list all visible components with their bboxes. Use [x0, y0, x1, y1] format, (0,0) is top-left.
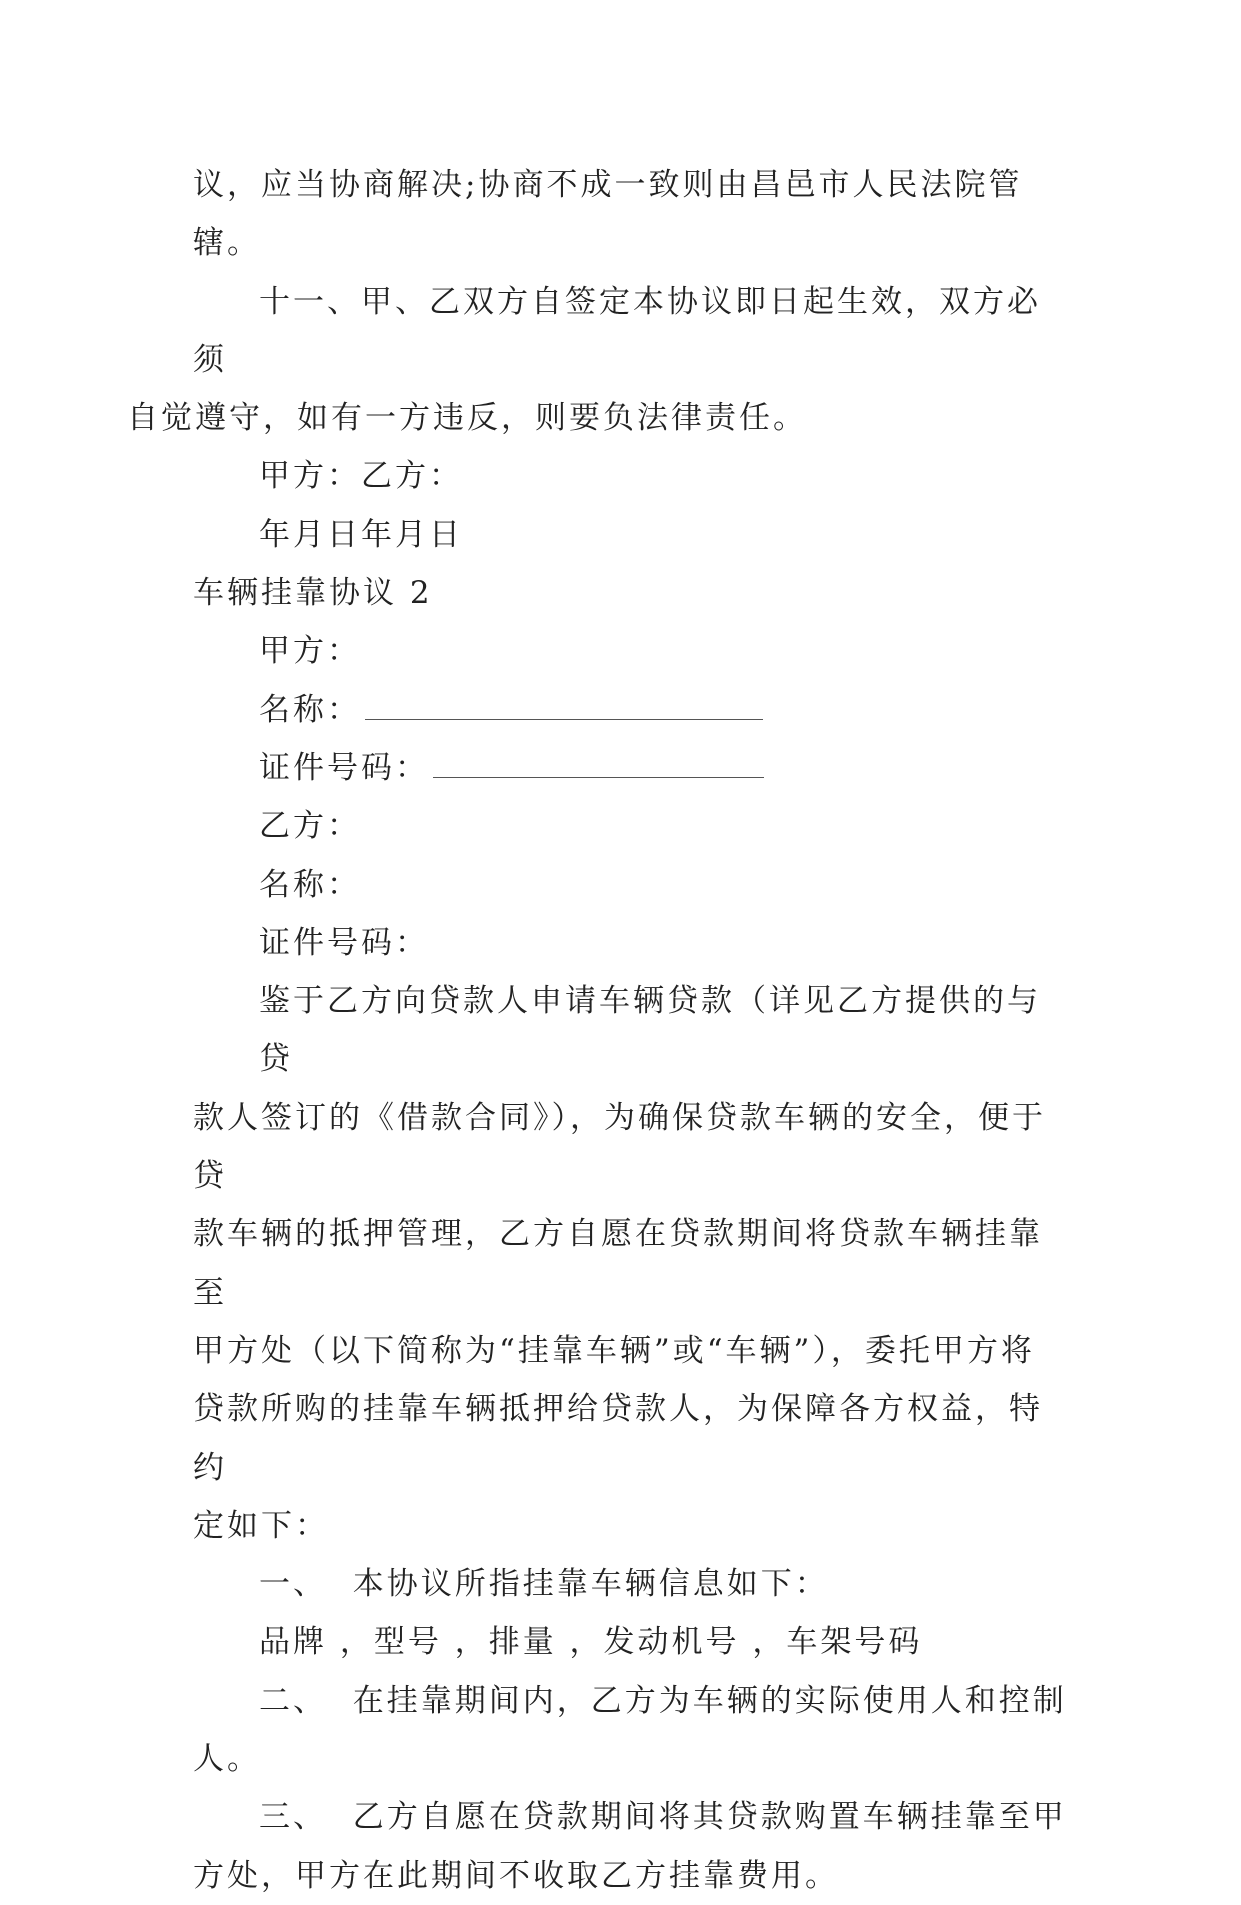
preamble-line-2: 款人签订的《借款合同》），为确保贷款车辆的安全，便于贷	[193, 1099, 1046, 1195]
effective-clause-line-2: 自觉遵守，如有一方违反，则要负法律责任。	[127, 400, 807, 437]
preamble-line-6: 定如下：	[193, 1507, 329, 1544]
preamble-line-1: 鉴于乙方向贷款人申请车辆贷款（详见乙方提供的与贷	[259, 983, 1041, 1078]
party-b-name-label: 名称：	[259, 866, 361, 903]
clause-3-line-2: 方处，甲方在此期间不收取乙方挂靠费用。	[193, 1857, 839, 1894]
clause-2-line-2: 人。	[193, 1741, 261, 1778]
party-a-name-label: 名称：	[259, 691, 361, 728]
clause-1-vehicle-info: 品牌 ，型号 ，排量 ，发动机号 ，车架号码	[259, 1624, 923, 1661]
preamble-line-3: 款车辆的抵押管理，乙方自愿在贷款期间将贷款车辆挂靠至	[193, 1216, 1043, 1311]
clause-2	[193, 1672, 1067, 1789]
preamble-line-5: 贷款所购的挂靠车辆抵押给贷款人，为保障各方权益，特约	[193, 1391, 1043, 1486]
party-b-id-label: 证件号码：	[259, 924, 429, 961]
clause-3-line-1: 三、 乙方自愿在贷款期间将其贷款购置车辆挂靠至甲	[259, 1799, 1067, 1836]
document-body	[127, 156, 1067, 1905]
party-b-heading: 乙方：	[259, 808, 361, 845]
clause-3	[193, 1788, 1067, 1905]
party-a-heading: 甲方：	[259, 633, 361, 670]
signature-dates: 年月日年月日	[259, 516, 463, 553]
paragraph-preamble	[193, 972, 1063, 1555]
signature-parties: 甲方：乙方：	[259, 458, 463, 495]
section-title-agreement-2: 车辆挂靠协议 2	[193, 575, 433, 612]
preamble-line-4: 甲方处（以下简称为“挂靠车辆”或“车辆”），委托甲方将	[193, 1332, 1035, 1369]
party-a-id-blank	[433, 749, 764, 778]
party-a-id-row	[193, 739, 1063, 797]
party-a-name-blank	[365, 691, 763, 720]
clause-1: 一、 本协议所指挂靠车辆信息如下：	[259, 1566, 829, 1603]
party-a-id-label: 证件号码：	[259, 749, 429, 786]
paragraph-effective-clause	[127, 273, 1063, 448]
effective-clause-line-1: 十一、甲、乙双方自签定本协议即日起生效，双方必须	[193, 283, 1041, 378]
clause-2-line-1: 二、 在挂靠期间内，乙方为车辆的实际使用人和控制	[259, 1682, 1067, 1719]
party-a-name-row	[193, 681, 1063, 739]
paragraph-dispute-clause: 议，应当协商解决;协商不成一致则由昌邑市人民法院管辖。	[193, 167, 1023, 262]
